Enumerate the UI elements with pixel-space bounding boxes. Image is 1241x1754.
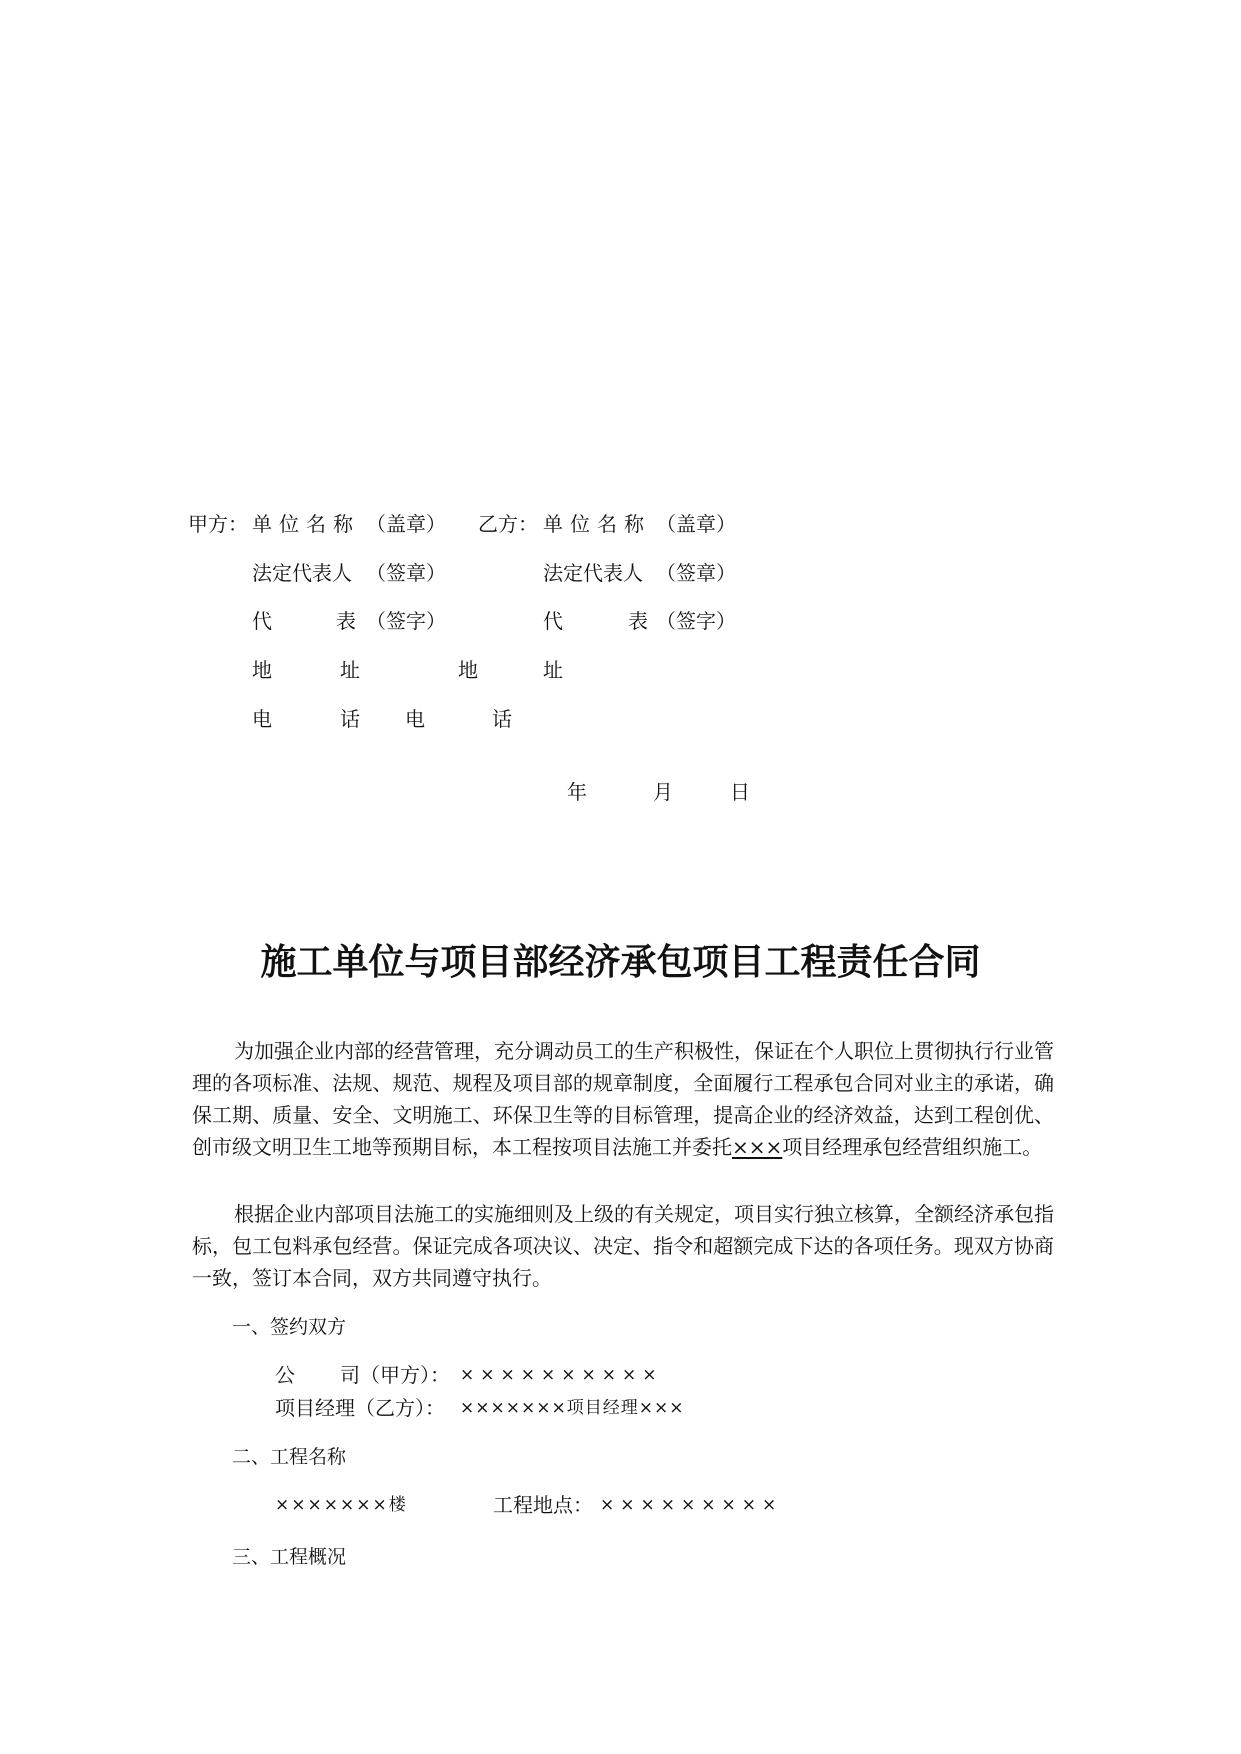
date-day: 日: [730, 780, 750, 804]
party-b-phone-char2: 话: [492, 707, 512, 731]
company-value: ××××××××××: [460, 1365, 663, 1385]
party-a-address-char1: 地: [252, 658, 272, 682]
section-2-heading: 二、工程名称: [232, 1446, 347, 1468]
party-a-phone-char1: 电: [252, 707, 272, 731]
party-b-seal: （盖章）: [656, 512, 736, 536]
intro-text-start: 为加强企业内部的经营管理，充分调动员工的生产积极性，保证在个人职位上贯彻执行行业管理的各项标准、法规、规范、规程及项目部的规章制度，全面履行工程承包合同对业主的承诺，确保工期、质量、安全、文明施工、环保卫生等的目标管理，提高企业的经济效益，达到工程创优、创市级文明卫生工地等预期目标，本工程按项目法施工并委托: [192, 1039, 1054, 1159]
date-month: 月: [653, 780, 673, 804]
party-a-label: 甲方：: [188, 512, 248, 536]
party-b-legal-rep: 法定代表人: [543, 561, 643, 585]
company-label-1: 公: [275, 1363, 295, 1387]
party-a-legal-rep: 法定代表人: [252, 561, 352, 585]
party-b-legal-rep-mark: （签章）: [656, 561, 736, 585]
company-label-2: 司（甲方）：: [340, 1363, 450, 1387]
intro-paragraph: [192, 1035, 1054, 1163]
party-b-label: 乙方：: [478, 512, 538, 536]
party-a-seal: （盖章）: [366, 512, 446, 536]
date-year: 年: [567, 780, 587, 804]
party-a-legal-rep-mark: （签章）: [366, 561, 446, 585]
entrusted-party-placeholder: ×××: [732, 1135, 783, 1159]
project-location-label: 工程地点：: [493, 1493, 593, 1517]
section-1-heading: 一、签约双方: [232, 1316, 347, 1338]
party-b-address-char1: 地: [458, 658, 478, 682]
party-a-unit-name: 单位名称: [252, 512, 360, 536]
party-a-phone-char2: 话: [340, 707, 360, 731]
intro-text-end: 项目经理承包经营组织施工。: [782, 1135, 1043, 1159]
building-name: ×××××××楼: [275, 1495, 408, 1515]
party-b-rep-mark: （签字）: [656, 609, 736, 633]
party-a-address-char2: 址: [340, 658, 360, 682]
party-b-phone-char1: 电: [405, 707, 425, 731]
party-a-rep-mark: （签字）: [366, 609, 446, 633]
party-b-unit-name: 单位名称: [543, 512, 651, 536]
party-b-rep-char1: 代: [543, 609, 563, 633]
basis-paragraph: 根据企业内部项目法施工的实施细则及上级的有关规定，项目实行独立核算，全额经济承包指标，包工包料承包经营。保证完成各项决议、决定、指令和超额完成下达的各项任务。现双方协商一致，签订本合同，双方共同遵守执行。: [192, 1202, 1054, 1290]
party-b-rep-char2: 表: [628, 609, 648, 633]
party-b-address-char2: 址: [543, 658, 563, 682]
project-manager-value: ×××××××项目经理×××: [460, 1398, 685, 1418]
party-a-rep-char1: 代: [252, 609, 272, 633]
party-a-rep-char2: 表: [336, 609, 356, 633]
section-3-heading: 三、工程概况: [232, 1546, 347, 1568]
project-location-value: ×××××××××: [600, 1495, 783, 1515]
page-title: 施工单位与项目部经济承包项目工程责任合同: [260, 941, 981, 983]
project-manager-label: 项目经理（乙方）：: [275, 1396, 445, 1420]
